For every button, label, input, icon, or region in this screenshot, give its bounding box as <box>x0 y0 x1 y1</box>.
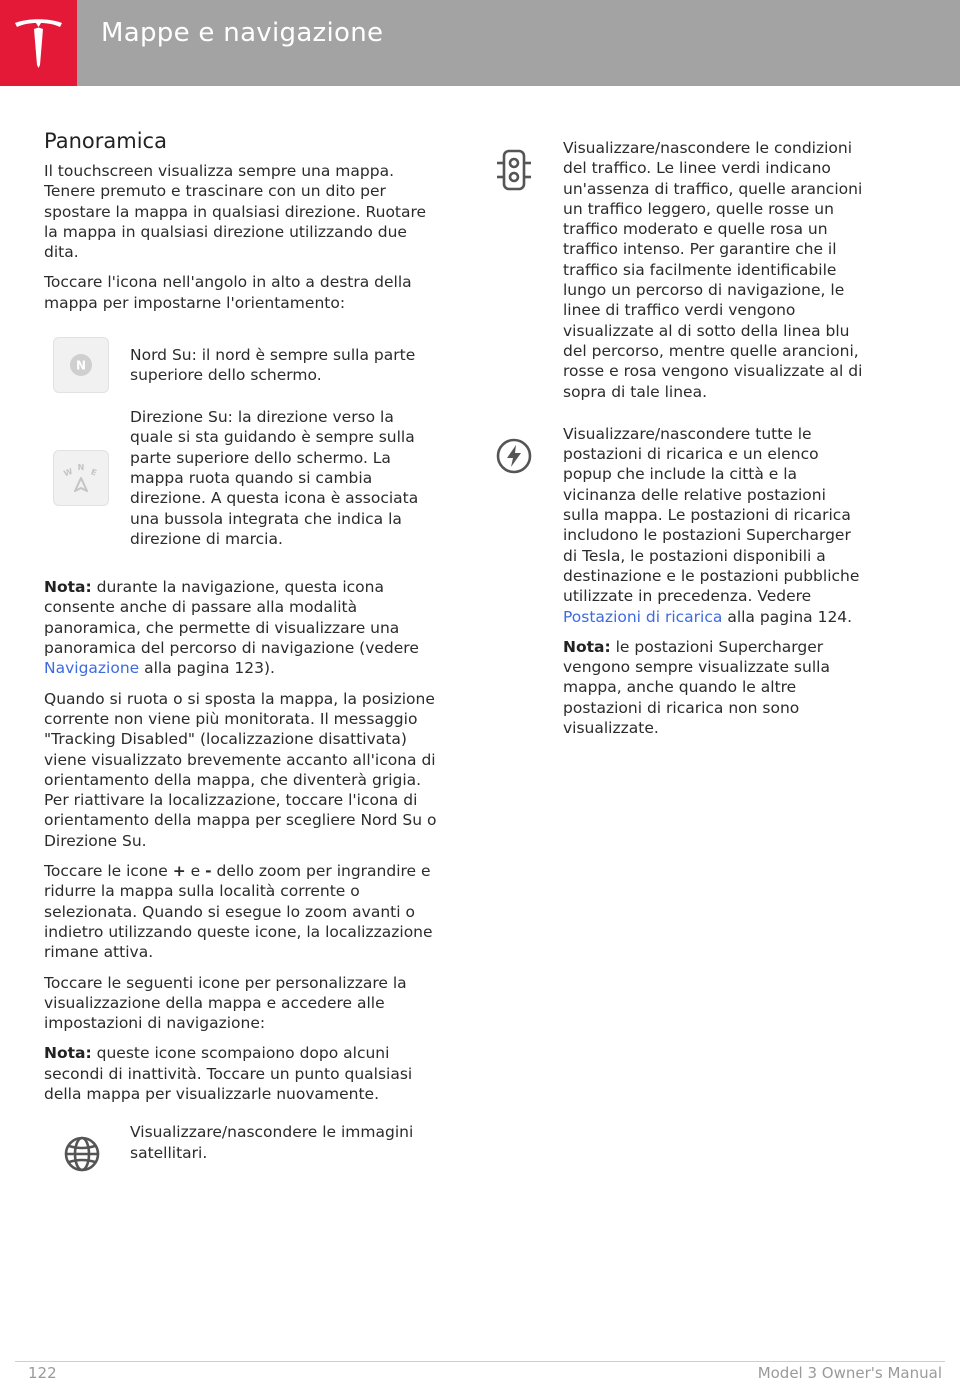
link-postazioni-di-ricarica[interactable]: Postazioni di ricarica <box>563 607 723 626</box>
zoom-text: Toccare le icone <box>44 862 173 881</box>
manual-name: Model 3 Owner's Manual <box>757 1364 942 1382</box>
charging-text-part: alla pagina 124. <box>722 607 853 626</box>
compass-w-letter: W <box>62 466 74 479</box>
section-title: Panoramica <box>44 129 167 153</box>
plus-symbol: + <box>172 862 186 881</box>
traffic-light-icon <box>496 148 532 192</box>
note-navigation <box>44 577 439 678</box>
note-text: queste icone scompaiono dopo alcuni secondi di inattività. Toccare un punto qualsiasi della mappa per visualizzarle nuovamente. <box>44 1044 413 1103</box>
heading-up-icon <box>53 450 109 506</box>
north-up-icon-letter: N <box>75 358 87 373</box>
paragraph: Il touchscreen visualizza sempre una mappa. Tenere premuto e trascinare con un dito per spostare la mappa in qualsiasi direzione. Ruotare la mappa in qualsiasi direzione utilizzando due dita. <box>44 162 427 262</box>
satellite-row <box>44 1122 439 1174</box>
traffic-text: Visualizzare/nascondere le condizioni del traffico. Le linee verdi indicano un'assenza di traffico, quelle arancioni un traffico leggero, quelle rosse un traffico moderato e quelle rosa un traffico intenso. Per garantire che il traffico sia facilmente identificabile lungo un percorso di navigazione, le linee di traffico verdi vengono visualizzate al di sotto della linea blu del percorso, mentre quelle arancioni, rosse e rosa vengono visualizzate al di sopra di tale linea. <box>563 139 863 401</box>
page-title: Mappe e navigazione <box>101 18 384 48</box>
note-supercharger <box>563 637 863 738</box>
charging-text <box>563 424 863 627</box>
paragraph: Quando si ruota o si sposta la mappa, la posizione corrente non viene più monitorata. Il messaggio "Tracking Disabled" (localizzazione disattivata) viene visualizzato brevemente accanto all'icona di orientamento della mappa, che diventerà grigia. Per riattivare la localizzazione, toccare l'icona di orientamento della mappa per scegliere Nord Su o Direzione Su. <box>44 689 437 850</box>
heading-up-row <box>44 407 439 549</box>
note-label: Nota: <box>44 578 92 597</box>
north-up-row <box>44 337 439 393</box>
footer-divider <box>15 1361 945 1362</box>
lightning-bolt-icon <box>494 436 534 476</box>
note-text: alla pagina 123). <box>139 659 275 678</box>
compass-e-letter: E <box>89 467 98 478</box>
header-bar <box>0 0 960 86</box>
minus-symbol: - <box>205 862 212 881</box>
note-label: Nota: <box>44 1044 92 1063</box>
compass-n-letter: N <box>77 463 85 473</box>
zoom-text: e <box>185 862 206 881</box>
note-text: durante la navigazione, questa icona consente anche di passare alla modalità panoramica, che permette di visualizzare una panoramica del percorso di navigazione (vedere <box>44 578 419 658</box>
north-up-text: Nord Su: il nord è sempre sulla parte superiore dello schermo. <box>130 345 416 385</box>
charging-text-part: Visualizzare/nascondere tutte le postazioni di ricarica e un elenco popup che include la città e la vicinanza delle relative postazioni sulla mappa. Le postazioni di ricarica includono le postazioni Supercharger di Tesla, le postazioni disponibili a destinazione e le postazioni pubbliche utilizzate in precedenza. Vedere <box>563 424 860 606</box>
north-up-icon <box>53 337 109 393</box>
tesla-logo <box>0 0 77 86</box>
left-column <box>44 127 439 1184</box>
paragraph: Toccare l'icona nell'angolo in alto a destra della mappa per impostarne l'orientamento: <box>44 273 412 312</box>
zoom-text: dello zoom per ingrandire e ridurre la mappa sulla località corrente o selezionata. Quando si esegue lo zoom avanti o indietro utilizzando queste icone, la localizzazione rimane attiva. <box>44 862 433 962</box>
link-navigazione[interactable]: Navigazione <box>44 659 140 678</box>
paragraph: Toccare le seguenti icone per personalizzare la visualizzazione della mappa e accedere alle impostazioni di navigazione: <box>44 973 407 1033</box>
satellite-text: Visualizzare/nascondere le immagini satellitari. <box>130 1123 414 1162</box>
note-icons <box>44 1043 439 1104</box>
traffic-row <box>563 138 863 402</box>
note-text: le postazioni Supercharger vengono sempre visualizzate sulla mappa, anche quando le altre postazioni di ricarica non sono visualizzate. <box>563 637 830 738</box>
tesla-logo-icon <box>13 17 64 69</box>
right-column <box>563 138 863 748</box>
heading-up-text: Direzione Su: la direzione verso la quale si sta guidando è sempre sulla parte superiore dello schermo. La mappa ruota quando si cambia direzione. A questa icona è associata una bussola integrata che indica la direzione di marcia. <box>130 408 419 548</box>
paragraph-zoom <box>44 861 439 962</box>
charging-row <box>563 424 863 627</box>
page-number: 122 <box>28 1364 57 1382</box>
globe-icon <box>62 1134 102 1174</box>
note-label: Nota: <box>563 637 611 656</box>
